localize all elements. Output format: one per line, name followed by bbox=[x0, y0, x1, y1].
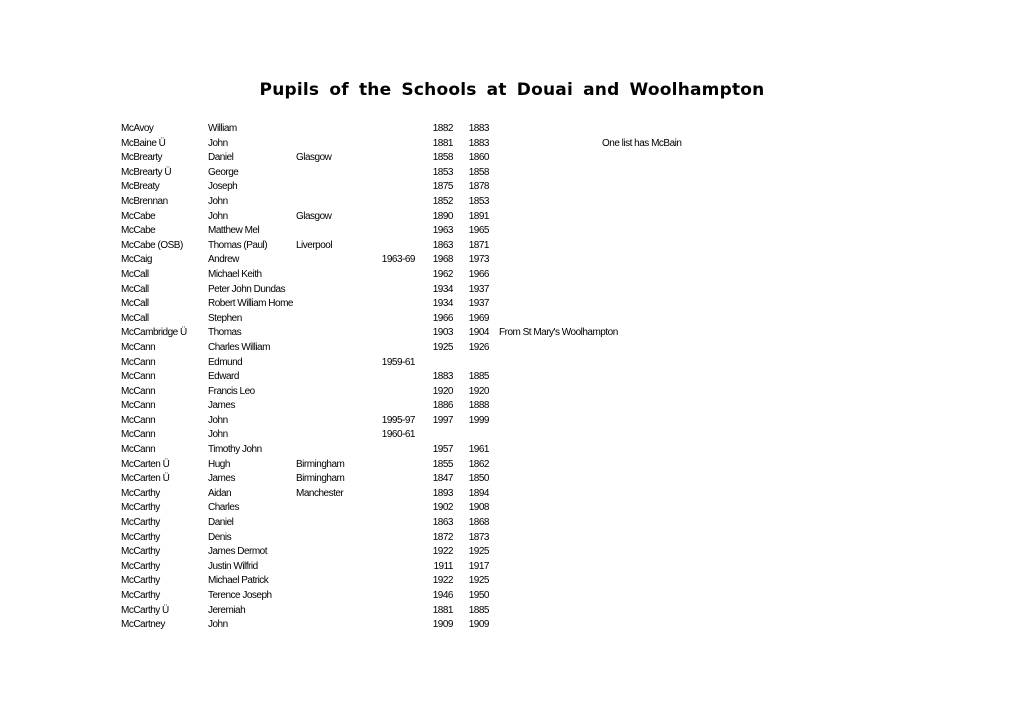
table-row bbox=[0, 239, 1024, 254]
forename-cell: John bbox=[208, 137, 228, 149]
table-row bbox=[0, 326, 1024, 341]
start-year-cell: 1920 bbox=[432, 385, 453, 397]
year-range-cell: 1959-61 bbox=[381, 356, 415, 368]
forename-cell: Michael Patrick bbox=[208, 575, 269, 587]
forename-cell: Stephen bbox=[208, 312, 242, 324]
surname-cell: McCann bbox=[121, 414, 156, 426]
surname-cell: McCarthy bbox=[121, 531, 160, 543]
start-year-cell: 1872 bbox=[432, 531, 453, 543]
table-row bbox=[0, 253, 1024, 268]
place-cell: Birmingham bbox=[296, 458, 345, 470]
forename-cell: Daniel bbox=[208, 517, 234, 529]
forename-cell: James bbox=[208, 473, 235, 485]
table-row bbox=[0, 312, 1024, 327]
surname-cell: McBaine Ü bbox=[121, 137, 166, 149]
surname-cell: McCall bbox=[121, 268, 149, 280]
forename-cell: John bbox=[208, 414, 228, 426]
table-row bbox=[0, 137, 1024, 152]
table-row bbox=[0, 122, 1024, 137]
end-year-cell: 1878 bbox=[468, 181, 489, 193]
forename-cell: Terence Joseph bbox=[208, 590, 272, 601]
start-year-cell: 1946 bbox=[432, 590, 453, 601]
table-row bbox=[0, 297, 1024, 312]
table-row bbox=[0, 341, 1024, 356]
surname-cell: McCann bbox=[121, 385, 156, 397]
end-year-cell: 1883 bbox=[468, 137, 489, 149]
surname-cell: McCall bbox=[121, 283, 149, 295]
end-year-cell: 1885 bbox=[468, 604, 489, 616]
surname-cell: McCarten Ü bbox=[121, 458, 170, 470]
table-row bbox=[0, 180, 1024, 195]
table-row bbox=[0, 224, 1024, 239]
surname-cell: McCabe bbox=[121, 225, 156, 237]
end-year-cell: 1937 bbox=[468, 283, 489, 295]
end-year-cell: 1858 bbox=[468, 166, 489, 178]
forename-cell: Charles bbox=[208, 502, 239, 514]
forename-cell: Matthew Mel bbox=[208, 225, 260, 237]
end-year-cell: 1862 bbox=[468, 458, 489, 470]
surname-cell: McCarthy bbox=[121, 502, 160, 514]
table-row bbox=[0, 458, 1024, 473]
start-year-cell: 1881 bbox=[432, 604, 453, 616]
start-year-cell: 1963 bbox=[432, 225, 453, 237]
place-cell: Birmingham bbox=[296, 473, 345, 485]
year-range-cell: 1995-97 bbox=[381, 414, 415, 426]
table-row bbox=[0, 385, 1024, 400]
start-year-cell: 1968 bbox=[432, 254, 453, 266]
table-row bbox=[0, 356, 1024, 371]
surname-cell: McCall bbox=[121, 298, 149, 310]
surname-cell: McCarthy bbox=[121, 546, 160, 558]
end-year-cell: 1961 bbox=[468, 444, 489, 456]
start-year-cell: 1853 bbox=[432, 166, 453, 178]
start-year-cell: 1903 bbox=[432, 327, 453, 339]
start-year-cell: 1922 bbox=[432, 575, 453, 587]
forename-cell: Denis bbox=[208, 531, 232, 543]
table-row bbox=[0, 268, 1024, 283]
end-year-cell: 1969 bbox=[468, 312, 489, 324]
page-title: Pupils of the Schools at Douai and Woolhampton bbox=[259, 80, 765, 100]
start-year-cell: 1863 bbox=[432, 239, 453, 251]
start-year-cell: 1886 bbox=[432, 400, 453, 412]
table-row bbox=[0, 589, 1024, 604]
start-year-cell: 1962 bbox=[432, 268, 453, 280]
table-row bbox=[0, 487, 1024, 502]
end-year-cell: 1908 bbox=[468, 502, 489, 514]
forename-cell: James Dermot bbox=[208, 546, 268, 558]
end-year-cell: 1871 bbox=[468, 239, 489, 251]
place-cell: Liverpool bbox=[296, 239, 333, 251]
table-row bbox=[0, 210, 1024, 225]
forename-cell: Jeremiah bbox=[208, 604, 246, 616]
year-range-cell: 1960-61 bbox=[381, 429, 415, 441]
surname-cell: McCarten Ü bbox=[121, 473, 170, 485]
end-year-cell: 1917 bbox=[468, 560, 489, 572]
end-year-cell: 1925 bbox=[468, 575, 489, 587]
pupil-table bbox=[0, 122, 1024, 633]
surname-cell: McCabe (OSB) bbox=[121, 239, 183, 251]
forename-cell: Michael Keith bbox=[208, 268, 262, 280]
surname-cell: McCarthy bbox=[121, 517, 160, 529]
forename-cell: William bbox=[208, 123, 237, 134]
table-row bbox=[0, 618, 1024, 633]
end-year-cell: 1904 bbox=[468, 327, 489, 339]
surname-cell: McBrearty bbox=[121, 152, 163, 164]
start-year-cell: 1966 bbox=[432, 312, 453, 324]
end-year-cell: 1920 bbox=[468, 385, 489, 397]
end-year-cell: 1973 bbox=[468, 254, 489, 266]
surname-cell: McCaig bbox=[121, 254, 152, 266]
table-row bbox=[0, 545, 1024, 560]
place-cell: Manchester bbox=[296, 487, 344, 499]
surname-cell: McCabe bbox=[121, 210, 156, 222]
surname-cell: McBrennan bbox=[121, 195, 168, 207]
end-year-cell: 1891 bbox=[468, 210, 489, 222]
forename-cell: Robert William Home bbox=[208, 298, 293, 310]
end-year-cell: 1926 bbox=[468, 341, 489, 353]
surname-cell: McCarthy bbox=[121, 560, 160, 572]
start-year-cell: 1882 bbox=[432, 123, 453, 134]
end-year-cell: 1883 bbox=[468, 123, 489, 134]
table-row bbox=[0, 414, 1024, 429]
year-range-cell: 1963-69 bbox=[381, 254, 415, 266]
table-row bbox=[0, 399, 1024, 414]
forename-cell: Justin Wilfrid bbox=[208, 560, 258, 572]
surname-cell: McCarthy Ü bbox=[121, 604, 169, 616]
note-cell: From St Mary's Woolhampton bbox=[499, 327, 618, 339]
surname-cell: McCann bbox=[121, 356, 156, 368]
forename-cell: Charles William bbox=[208, 341, 270, 353]
end-year-cell: 1850 bbox=[468, 473, 489, 485]
table-row bbox=[0, 472, 1024, 487]
table-row bbox=[0, 501, 1024, 516]
table-row bbox=[0, 604, 1024, 619]
surname-cell: McBrearty Ü bbox=[121, 166, 172, 178]
surname-cell: McCann bbox=[121, 371, 156, 383]
end-year-cell: 1925 bbox=[468, 546, 489, 558]
forename-cell: John bbox=[208, 619, 228, 631]
surname-cell: McCambridge Ü bbox=[121, 327, 187, 339]
end-year-cell: 1885 bbox=[468, 371, 489, 383]
end-year-cell: 1937 bbox=[468, 298, 489, 310]
surname-cell: McCann bbox=[121, 341, 156, 353]
surname-cell: McCann bbox=[121, 429, 156, 441]
end-year-cell: 1999 bbox=[468, 414, 489, 426]
surname-cell: McCann bbox=[121, 444, 156, 456]
forename-cell: Daniel bbox=[208, 152, 234, 164]
forename-cell: Timothy John bbox=[208, 444, 262, 456]
start-year-cell: 1863 bbox=[432, 517, 453, 529]
forename-cell: John bbox=[208, 210, 228, 222]
start-year-cell: 1875 bbox=[432, 181, 453, 193]
start-year-cell: 1922 bbox=[432, 546, 453, 558]
table-row bbox=[0, 516, 1024, 531]
forename-cell: Francis Leo bbox=[208, 385, 255, 397]
forename-cell: George bbox=[208, 166, 239, 178]
start-year-cell: 1902 bbox=[432, 502, 453, 514]
table-row bbox=[0, 166, 1024, 181]
surname-cell: McCarthy bbox=[121, 487, 160, 499]
end-year-cell: 1950 bbox=[468, 590, 489, 601]
surname-cell: McBreaty bbox=[121, 181, 160, 193]
forename-cell: Andrew bbox=[208, 254, 239, 266]
table-row bbox=[0, 370, 1024, 385]
forename-cell: Peter John Dundas bbox=[208, 283, 286, 295]
start-year-cell: 1957 bbox=[432, 444, 453, 456]
table-row bbox=[0, 560, 1024, 575]
forename-cell: Edmund bbox=[208, 356, 243, 368]
end-year-cell: 1873 bbox=[468, 531, 489, 543]
start-year-cell: 1934 bbox=[432, 283, 453, 295]
surname-cell: McCall bbox=[121, 312, 149, 324]
forename-cell: John bbox=[208, 195, 228, 207]
start-year-cell: 1858 bbox=[432, 152, 453, 164]
table-row bbox=[0, 428, 1024, 443]
start-year-cell: 1911 bbox=[433, 560, 453, 572]
table-row bbox=[0, 283, 1024, 298]
start-year-cell: 1883 bbox=[432, 371, 453, 383]
start-year-cell: 1909 bbox=[432, 619, 453, 631]
start-year-cell: 1852 bbox=[432, 195, 453, 207]
start-year-cell: 1881 bbox=[432, 137, 453, 149]
place-cell: Glasgow bbox=[296, 210, 332, 222]
forename-cell: Hugh bbox=[208, 458, 230, 470]
end-year-cell: 1868 bbox=[468, 517, 489, 529]
forename-cell: James bbox=[208, 400, 235, 412]
start-year-cell: 1890 bbox=[432, 210, 453, 222]
table-row bbox=[0, 195, 1024, 210]
start-year-cell: 1997 bbox=[432, 414, 453, 426]
end-year-cell: 1965 bbox=[468, 225, 489, 237]
forename-cell: Thomas (Paul) bbox=[208, 239, 268, 251]
note-cell: One list has McBain bbox=[602, 137, 682, 149]
surname-cell: McCartney bbox=[121, 619, 165, 631]
end-year-cell: 1894 bbox=[468, 487, 489, 499]
table-row bbox=[0, 151, 1024, 166]
table-row bbox=[0, 574, 1024, 589]
forename-cell: Aidan bbox=[208, 487, 232, 499]
surname-cell: McCarthy bbox=[121, 590, 160, 601]
end-year-cell: 1853 bbox=[468, 195, 489, 207]
start-year-cell: 1934 bbox=[432, 298, 453, 310]
forename-cell: Thomas bbox=[208, 327, 242, 339]
forename-cell: Edward bbox=[208, 371, 239, 383]
end-year-cell: 1966 bbox=[468, 268, 489, 280]
start-year-cell: 1855 bbox=[432, 458, 453, 470]
table-row bbox=[0, 531, 1024, 546]
surname-cell: McCarthy bbox=[121, 575, 160, 587]
end-year-cell: 1888 bbox=[468, 400, 489, 412]
place-cell: Glasgow bbox=[296, 152, 332, 164]
start-year-cell: 1925 bbox=[432, 341, 453, 353]
forename-cell: John bbox=[208, 429, 228, 441]
end-year-cell: 1860 bbox=[468, 152, 489, 164]
surname-cell: McAvoy bbox=[121, 123, 154, 134]
end-year-cell: 1909 bbox=[468, 619, 489, 631]
surname-cell: McCann bbox=[121, 400, 156, 412]
table-row bbox=[0, 443, 1024, 458]
start-year-cell: 1893 bbox=[432, 487, 453, 499]
forename-cell: Joseph bbox=[208, 181, 238, 193]
start-year-cell: 1847 bbox=[432, 473, 453, 485]
